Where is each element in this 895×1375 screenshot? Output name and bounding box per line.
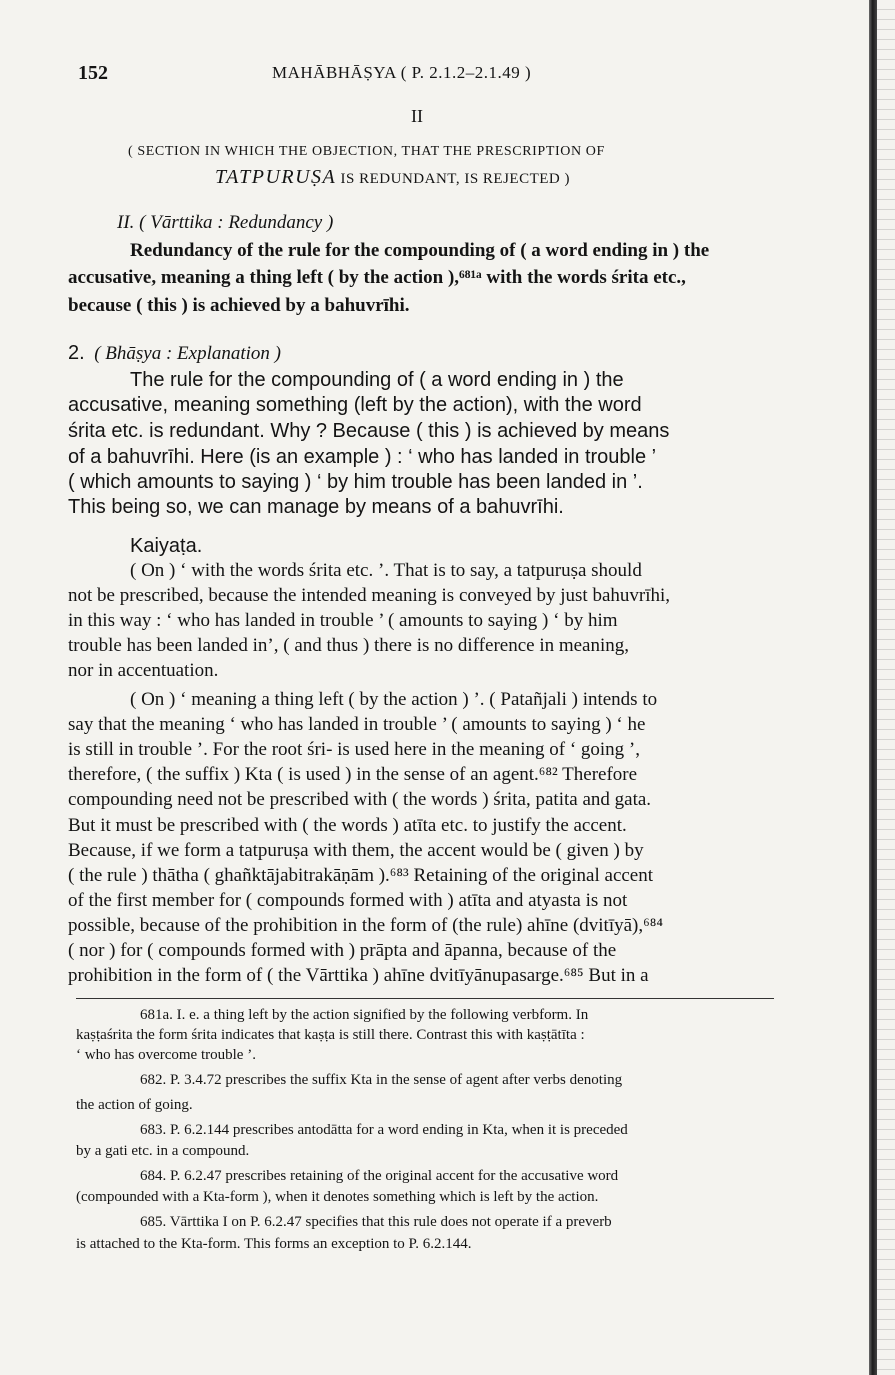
kaiyata-line: Because, if we form a tatpuruṣa with them, the accent would be ( given ) by <box>68 840 644 861</box>
footnote-line: 681a. I. e. a thing left by the action signified by the following verbform. In <box>140 1007 589 1023</box>
kaiyata-line: ( the rule ) thātha ( ghañktājabitrakāṇām ).⁶⁸³ Retaining of the original accent <box>68 865 654 886</box>
footnote-line: 685. Vārttika I on P. 6.2.47 specifies that this rule does not operate if a preverb <box>140 1214 612 1230</box>
book-spine-shadow <box>869 0 877 1375</box>
bhasya-heading <box>68 342 281 365</box>
footnote-line: (compounded with a Kta-form ), when it denotes something which is left by the action. <box>76 1189 599 1205</box>
footnote-line: 684. P. 6.2.47 prescribes retaining of the original accent for the accusative word <box>140 1168 619 1184</box>
varttika-line: accusative, meaning a thing left ( by the action ),⁶⁸¹ᵃ with the words śrita etc., <box>68 267 686 288</box>
kaiyata-line: ( On ) ‘ with the words śrita etc. ’. That is to say, a tatpuruṣa should <box>130 560 642 581</box>
kaiyata-line: therefore, ( the suffix ) Kta ( is used ) in the sense of an agent.⁶⁸² Therefore <box>68 764 638 785</box>
varttika-heading: II. ( Vārttika : Redundancy ) <box>117 212 334 233</box>
footnote-line: by a gati etc. in a compound. <box>76 1143 250 1159</box>
kaiyata-line: ( On ) ‘ meaning a thing left ( by the action ) ’. ( Patañjali ) intends to <box>130 689 658 710</box>
footnote-line: is attached to the Kta-form. This forms an exception to P. 6.2.144. <box>76 1236 472 1252</box>
kaiyata-heading: Kaiyaṭa. <box>130 535 203 557</box>
kaiyata-line: not be prescribed, because the intended meaning is conveyed by just bahuvrīhi, <box>68 585 671 606</box>
bhasya-line: The rule for the compounding of ( a word ending in ) the <box>130 369 624 391</box>
kaiyata-line: But it must be prescribed with ( the words ) atīta etc. to justify the accent. <box>68 815 627 836</box>
section-title-rest: IS REDUNDANT, IS REJECTED ) <box>336 171 570 187</box>
kaiyata-line: possible, because of the prohibition in the form of (the rule) ahīne (dvitīyā),⁶⁸⁴ <box>68 915 663 936</box>
bhasya-heading-number: 2. <box>68 342 85 364</box>
kaiyata-line: in this way : ‘ who has landed in trouble ’ ( amounts to saying ) ‘ by him <box>68 610 618 631</box>
varttika-line: Redundancy of the rule for the compounding of ( a word ending in ) the <box>130 240 710 261</box>
footnote-line: the action of going. <box>76 1097 193 1113</box>
section-title-line-1: ( SECTION IN WHICH THE OBJECTION, THAT THE PRESCRIPTION OF <box>128 144 605 159</box>
bhasya-line: This being so, we can manage by means of a bahuvrīhi. <box>68 496 564 518</box>
page-number: 152 <box>78 62 108 84</box>
bhasya-line: of a bahuvrīhi. Here (is an example ) : ‘ who has landed in trouble ’ <box>68 446 657 468</box>
section-title-tatpurusa: TATPURUṢA <box>215 166 337 188</box>
footnote-line: kaṣṭaśrita the form śrita indicates that kaṣṭa is still there. Contrast this with kaṣṭātīta : <box>76 1027 585 1043</box>
kaiyata-line: compounding need not be prescribed with ( the words ) śrita, patita and gata. <box>68 789 652 810</box>
section-title-line-2 <box>215 166 570 189</box>
kaiyata-line: nor in accentuation. <box>68 660 219 681</box>
section-number: II <box>411 106 423 126</box>
bhasya-heading-text: ( Bhāṣya : Explanation ) <box>94 343 281 364</box>
footnote-line: 683. P. 6.2.144 prescribes antodātta for a word ending in Kta, when it is preceded <box>140 1122 628 1138</box>
footnote-line: 682. P. 3.4.72 prescribes the suffix Kta in the sense of agent after verbs denoting <box>140 1072 623 1088</box>
bhasya-line: ( which amounts to saying ) ‘ by him trouble has been landed in ’. <box>68 471 643 493</box>
bhasya-line: accusative, meaning something (left by the action), with the word <box>68 394 642 416</box>
kaiyata-line: is still in trouble ’. For the root śri- is used here in the meaning of ‘ going ’, <box>68 739 641 760</box>
kaiyata-line: ( nor ) for ( compounds formed with ) prāpta and āpanna, because of the <box>68 940 617 961</box>
kaiyata-line: of the first member for ( compounds formed with ) atīta and atyasta is not <box>68 890 628 911</box>
footnote-line: ‘ who has overcome trouble ’. <box>76 1047 256 1063</box>
kaiyata-line: say that the meaning ‘ who has landed in trouble ’ ( amounts to saying ) ‘ he <box>68 714 646 735</box>
kaiyata-line: trouble has been landed in’, ( and thus ) there is no difference in meaning, <box>68 635 630 656</box>
bhasya-line: śrita etc. is redundant. Why ? Because ( this ) is achieved by means <box>68 420 670 442</box>
footnote-divider <box>76 998 774 999</box>
running-head: MAHĀBHĀṢYA ( P. 2.1.2–2.1.49 ) <box>272 63 532 82</box>
varttika-line: because ( this ) is achieved by a bahuvrīhi. <box>68 295 410 316</box>
kaiyata-line: prohibition in the form of ( the Vārttika ) ahīne dvitīyānupasarge.⁶⁸⁵ But in a <box>68 965 649 986</box>
book-gutter-texture <box>877 0 895 1375</box>
